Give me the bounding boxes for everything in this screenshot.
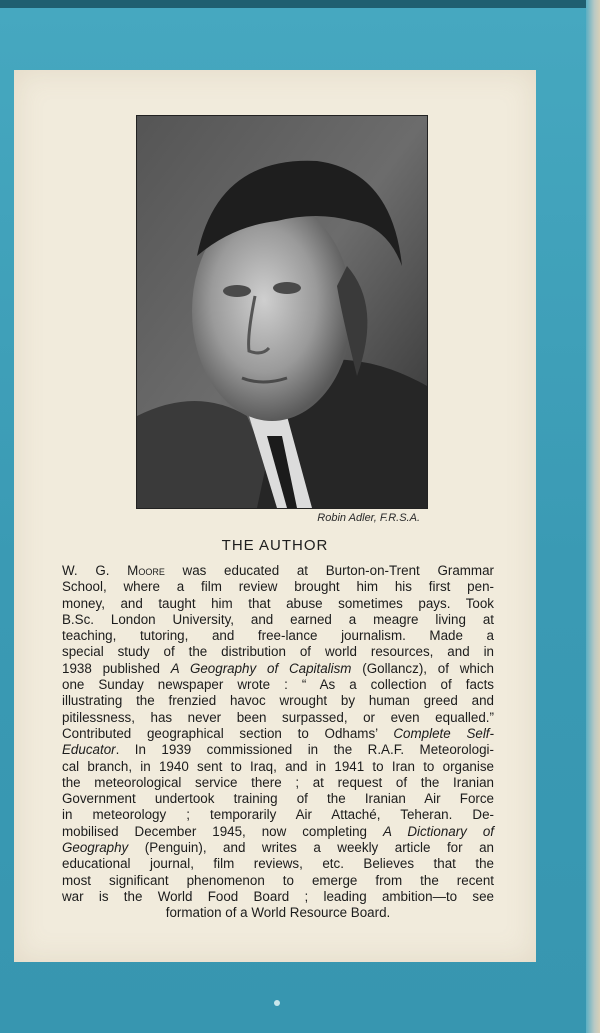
bio-text: Educator (62, 742, 116, 758)
cover-right-edge (586, 0, 600, 1033)
bio-text: W. G. (62, 563, 128, 578)
bio-text: Contributed geographical section to Odhams’ (62, 725, 394, 741)
bio-text: Moore (127, 563, 165, 578)
bio-text: Geography (62, 840, 129, 856)
bio-line (62, 840, 494, 856)
bio-text: mobilised December 1945, now completing (62, 823, 383, 839)
bio-text: 1938 published (62, 660, 171, 676)
bio-line (62, 563, 494, 579)
bio-line (62, 775, 494, 791)
bio-line (62, 596, 494, 612)
bio-text: Complete Self- (393, 725, 494, 741)
bio-text: was educated at Burton-on-Trent Grammar (164, 563, 494, 578)
bio-text: illustrating the frenzied havoc wrought by human greed and (62, 693, 494, 709)
bio-line (62, 579, 494, 595)
bio-text: the meteorological service there ; at request of the Iranian (62, 774, 494, 790)
section-heading: THE AUTHOR (221, 537, 329, 554)
bio-line (62, 824, 494, 840)
bio-text: (Gollancz), of which (351, 660, 494, 676)
bio-line (62, 661, 494, 677)
bio-text: (Penguin), and writes a weekly article for an (128, 840, 494, 856)
bio-line (62, 856, 494, 872)
bio-text: cal branch, in 1940 sent to Iraq, and in 1941 to Iran to organise (62, 758, 494, 774)
bio-line (62, 644, 494, 660)
bio-text: educational journal, film reviews, etc. Believes that the (62, 856, 494, 872)
author-portrait (136, 115, 428, 509)
bio-text: money, and taught him that abuse sometimes pays. Took (62, 595, 494, 611)
portrait-illustration (137, 116, 427, 508)
bio-line (62, 628, 494, 644)
bio-line (62, 759, 494, 775)
bio-line (62, 726, 494, 742)
bio-text: formation of a World Resource Board. (165, 905, 391, 921)
bio-line (62, 677, 494, 693)
bio-line (62, 693, 494, 709)
bio-text: A Geography of Capitalism (170, 660, 352, 676)
photo-credit: Robin Adler, F.R.S.A. (317, 512, 420, 524)
bio-line (62, 710, 494, 726)
cover-dot (274, 1000, 280, 1006)
bio-line (62, 791, 494, 807)
bio-text: in meteorology ; temporarily Air Attaché, Teheran. De- (62, 807, 494, 823)
bio-line (62, 905, 494, 921)
bio-text: war is the World Food Board ; leading ambition—to see (62, 888, 494, 904)
bio-text: B.Sc. London University, and earned a meagre living at (62, 611, 494, 627)
bio-line (62, 889, 494, 905)
bio-text: most significant phenomenon to emerge from the recent (62, 872, 494, 888)
bio-line (62, 873, 494, 889)
bio-text: . In 1939 commissioned in the R.A.F. Meteorologi- (115, 742, 494, 758)
bio-line (62, 807, 494, 823)
bio-text: pitilessness, has never been surpassed, or even equalled.” (62, 709, 494, 725)
bio-text: special study of the distribution of world resources, and in (62, 644, 494, 660)
inside-cover-page (14, 70, 536, 962)
bio-text: School, where a film review brought him his first pen- (62, 579, 494, 595)
cover-top-edge (0, 0, 600, 8)
bio-text: one Sunday newspaper wrote : “ As a collection of facts (62, 677, 494, 693)
bio-text: teaching, tutoring, and free-lance journalism. Made a (62, 628, 494, 644)
bio-text: Government undertook training of the Iranian Air Force (62, 791, 494, 807)
bio-line (62, 612, 494, 628)
author-biography (62, 563, 494, 922)
bio-text: A Dictionary of (382, 823, 495, 839)
bio-line (62, 742, 494, 758)
